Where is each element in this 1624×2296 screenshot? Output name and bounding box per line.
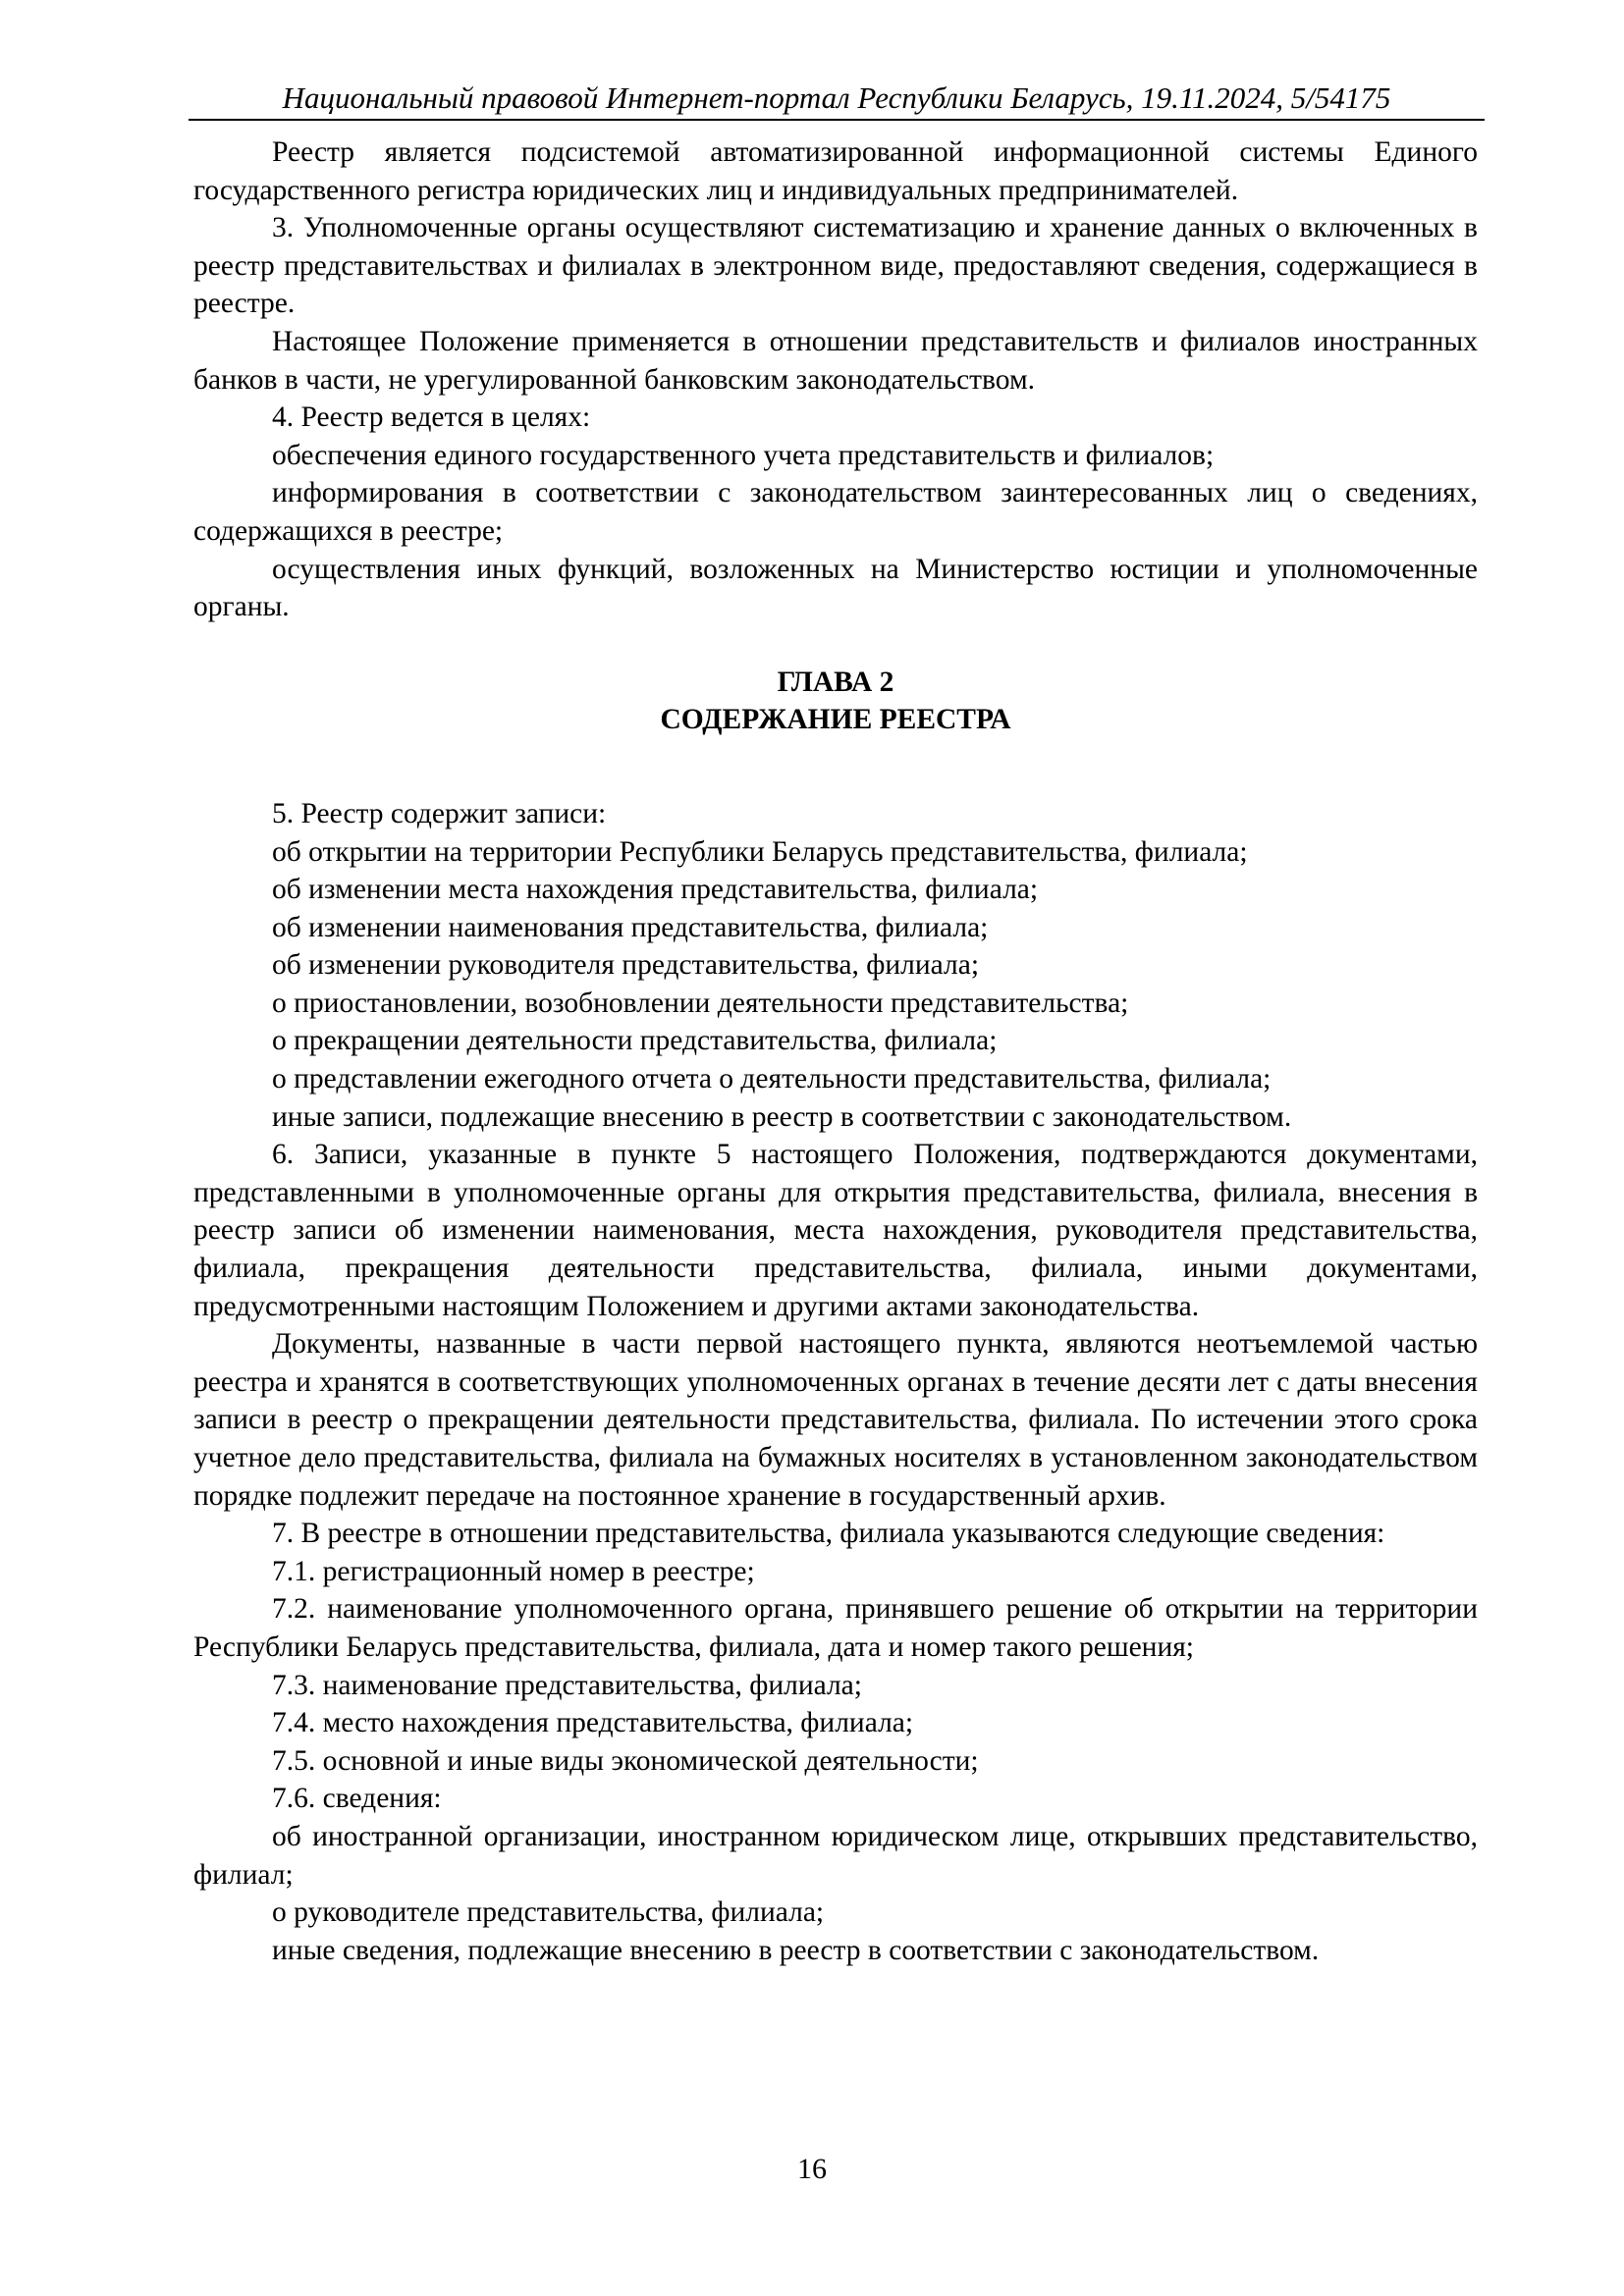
paragraph: о руководителе представительства, филиала; (272, 1896, 825, 1929)
paragraph: об изменении наименования представительства, филиала; (272, 911, 989, 943)
paragraph: Реестр является подсистемой автоматизированной информационной системы Единого государственного регистра юридических лиц и индивидуальных предпринимателей. (193, 136, 1478, 206)
page-number: 16 (797, 2153, 827, 2185)
paragraph: об изменении руководителя представительства, филиала; (272, 949, 980, 982)
paragraph: 7.6. сведения: (272, 1783, 442, 1815)
paragraph: иные сведения, подлежащие внесению в реестр в соответствии с законодательством. (272, 1934, 1320, 1966)
paragraph: 7.5. основной и иные виды экономической деятельности; (272, 1744, 979, 1777)
paragraph: 7.2. наименование уполномоченного органа, принявшего решение об открытии на территории Республики Беларусь представительства, филиала, дата и номер такого решения; (193, 1593, 1478, 1663)
paragraph: об иностранной организации, иностранном юридическом лице, открывших представительство, филиал; (193, 1820, 1478, 1891)
paragraph: о прекращении деятельности представительства, филиала; (272, 1025, 998, 1057)
paragraph: Настоящее Положение применяется в отношении представительств и филиалов иностранных банков в части, не урегулированной банковским законодательством. (193, 325, 1478, 396)
paragraph: о приостановлении, возобновлении деятельности представительства; (272, 987, 1129, 1019)
chapter-heading (193, 664, 1478, 739)
paragraph: иные записи, подлежащие внесению в реестр в соответствии с законодательством. (272, 1100, 1292, 1133)
page-header: Национальный правовой Интернет-портал Республики Беларусь, 19.11.2024, 5/54175 (282, 80, 1391, 115)
paragraph: осуществления иных функций, возложенных на Министерство юстиции и уполномоченные органы. (193, 553, 1478, 623)
paragraph: обеспечения единого государственного учета представительств и филиалов; (272, 439, 1215, 471)
paragraph: о представлении ежегодного отчета о деятельности представительства, филиала; (272, 1063, 1272, 1095)
paragraph: 4. Реестр ведется в целях: (272, 401, 591, 434)
chapter-title: СОДЕРЖАНИЕ РЕЕСТРА (660, 704, 1011, 736)
chapter-number: ГЛАВА 2 (777, 666, 894, 698)
paragraph: 7.3. наименование представительства, филиала; (272, 1669, 862, 1701)
paragraph: 5. Реестр содержит записи: (272, 797, 607, 829)
document-body (193, 133, 1478, 1969)
header-divider (189, 119, 1485, 121)
paragraph: Документы, названные в части первой настоящего пункта, являются неотъемлемой частью реестра и хранятся в соответствующих уполномоченных органах в течение десяти лет с даты внесения записи в реестр о прекращении деятельности представительства, филиала. По истечении этого срока учетное дело представительства, филиала на бумажных носителях в установленном законодательством порядке подлежит передаче на постоянное хранение в государственный архив. (193, 1328, 1478, 1512)
paragraph: об открытии на территории Республики Беларусь представительства, филиала; (272, 835, 1248, 868)
paragraph: информирования в соответствии с законодательством заинтересованных лиц о сведениях, содержащихся в реестре; (193, 477, 1478, 547)
paragraph: 3. Уполномоченные органы осуществляют систематизацию и хранение данных о включенных в реестр представительствах и филиалах в электронном виде, предоставляют сведения, содержащиеся в реестре. (193, 212, 1478, 320)
paragraph: об изменении места нахождения представительства, филиала; (272, 874, 1039, 906)
paragraph: 7.1. регистрационный номер в реестре; (272, 1555, 755, 1587)
paragraph: 6. Записи, указанные в пункте 5 настоящего Положения, подтверждаются документами, представленными в уполномоченные органы для открытия представительства, филиала, внесения в реестр записи об изменении наименования, места нахождения, руководителя представительства, филиала, прекращения деятельности представительства, филиала, иными документами, предусмотренными настоящим Положением и другими актами законодательства. (193, 1139, 1478, 1322)
paragraph: 7. В реестре в отношении представительства, филиала указываются следующие сведения: (272, 1518, 1385, 1550)
paragraph: 7.4. место нахождения представительства, филиала; (272, 1707, 914, 1739)
